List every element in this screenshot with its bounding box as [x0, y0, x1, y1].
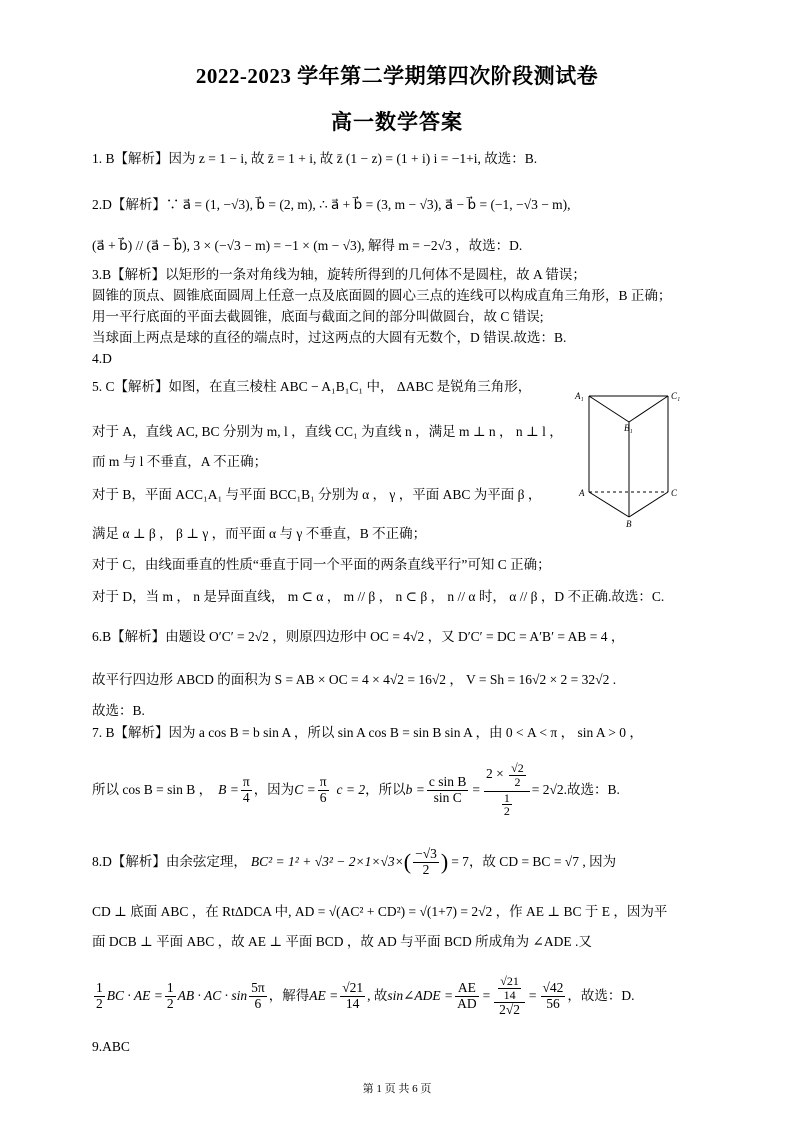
label-C1: C₁ [671, 391, 681, 401]
pi-over-6: $\frac{\pi}{6}$ [319, 774, 327, 805]
answer-3-c: 用一平行底面的平面去截圆锥，底面与截面之间的部分叫做圆台，故 C 错误; [92, 309, 544, 324]
answer-6-cont: 故平行四边形 ABCD 的面积为 S = AB × OC = 4 × 4√2 = 16√2 ， V = Sh = 16√2 × 2 = 32√2 . [92, 672, 617, 687]
eq7: = 7 [451, 854, 469, 869]
pi-over-4: $\frac{\pi}{4}$ [242, 774, 250, 805]
c-eq: C = [294, 782, 316, 797]
cosine-law: BC² = 1² + √3² − 2×1×√3× [250, 854, 404, 869]
answer-2-cont: (a⃗ + b⃗) // (a⃗ − b⃗), 3 × (−√3 − m) = −1 × (m − √3), 解得 m = −2√3 ，故选：D. [92, 238, 523, 253]
answer-8-c: 面 DCB ⊥ 平面 ABC ，故 AE ⊥ 平面 BCD ，故 AD 与平面 BCD 所成角为 ∠ADE .又 [92, 934, 592, 949]
answer-5-c: 对于 C，由线面垂直的性质“垂直于同一个平面的两条直线平行”可知 C 正确； [92, 557, 551, 572]
answer-9: 9.ABC [92, 1039, 130, 1054]
sqrt21-over-14: $\frac{√21}{14}$ [342, 980, 364, 1011]
label-A: A [579, 488, 585, 498]
page-footer: 第 1 页 共 6 页 [362, 1083, 432, 1095]
answer-6-end: 故选：B. [92, 703, 145, 718]
answer-7-formula: 所以 cos B = sin B ， B = $\frac{\pi}{4}$ ，因为 C = $\frac{\pi}{6}$ c = 2 ，所以 b = $\frac{\text{c sin B}}{\text{sin C}}$ = 2 × $\frac{√2}{2}$ $\frac{1}{2}$ = 2√2 .故选：B. [92, 761, 620, 819]
answer-5: 5. C【解析】如图，在直三棱柱 ABC − A₁B₁C₁ 中， ΔABC 是锐角三角形， [92, 379, 532, 394]
compound-fraction-2: $\frac{\frac{√21}{14}}{2√2}$ [494, 975, 525, 1016]
answer-1: 1. B【解析】因为 z = 1 − i, 故 z̄ = 1 + i, 故 z̄ (1 − z) = (1 + i) i = −1+i, 故选：B. [92, 151, 538, 166]
sin-ade: sin∠ADE = [387, 988, 454, 1003]
formula-text: .故选：B. [563, 782, 620, 797]
one-half: $\frac{1}{2}$ [96, 980, 103, 1011]
answer-5-a: 对于 A，直线 AC, BC 分别为 m, l ，直线 CC₁ 为直线 n ，满足 m ⊥ n ， n ⊥ l ， [92, 424, 563, 439]
neg-sqrt3-over-2: $\frac{-√3}{2}$ [415, 846, 437, 877]
formula-text: ，所以 [365, 782, 406, 797]
answer-3: 3.B【解析】以矩形的一条对角线为轴，旋转所得到的几何体不是圆柱，故 A 错误； [92, 267, 586, 282]
formula-text: ，因为 [253, 782, 295, 797]
prism-figure [572, 384, 692, 530]
csinb-over-sinc: $\frac{\text{c sin B}}{\text{sin C}}$ [428, 774, 467, 805]
compound-fraction: 2 × $\frac{√2}{2}$ $\frac{1}{2}$ [484, 762, 530, 817]
answer-8-b: CD ⊥ 底面 ABC ，在 RtΔDCA 中, AD = √(AC² + CD²) = √(1+7) = 2√2 ，作 AE ⊥ BC 于 E ，因为平 [92, 904, 668, 919]
one-half: $\frac{1}{2}$ [166, 980, 174, 1011]
formula-text: , 故 [367, 988, 388, 1003]
b-eq: B = [218, 782, 239, 797]
answer-8-formula: $\frac{1}{2}$ BC · AE = $\frac{1}{2}$ AB · AC · sin $\frac{5\pi}{6}$ ，解得 AE = $\frac{√21}{14}$ , 故 sin∠ADE = $\frac{AE}{AD}$ = $\frac{\frac{√21}{14}}{2√2}$ = $\frac{√42}{56}$ ，故选：D. [96, 974, 635, 1017]
answer-6: 6.B【解析】由题设 O′C′ = 2√2 ，则原四边形中 OC = 4√2 ，又 D′C′ = DC = A′B′ = AB = 4 ， [92, 629, 625, 644]
answer-8: 8.D【解析】由余弦定理， BC² = 1² + √3² − 2×1×√3× ( $\frac{-√3}{2}$ ) = 7 ，故 CD = BC = √7 , 因为 [92, 846, 617, 877]
answer-5-b2: 满足 α ⊥ β ， β ⊥ γ ，而平面 α 与 γ 不垂直，B 不正确； [92, 526, 427, 541]
ae-over-ad: $\frac{AE}{AD}$ [457, 980, 477, 1011]
formula-text: 所以 cos B = sin B ， [92, 782, 213, 797]
answer-4: 4.D [92, 351, 112, 366]
b-lhs: b = [405, 782, 425, 797]
label-B1: B₁ [624, 423, 633, 433]
answer-3-b: 圆锥的顶点、圆锥底面圆周上任意一点及底面圆的圆心三点的连线可以构成直角三角形，B 正确； [92, 288, 672, 303]
formula-text: 8.D【解析】由余弦定理， [92, 854, 247, 869]
page-title: 2022-2023 学年第二学期第四次阶段测试卷 [195, 64, 599, 88]
answer-5-d: 对于 D，当 m ， n 是异面直线， m ⊂ α ， m // β ， n ⊂ β ， n // α 时， α // β ，D 不正确.故选：C. [92, 589, 665, 604]
formula-text: ，解得 [268, 988, 310, 1003]
sqrt42-over-56: $\frac{√42}{56}$ [542, 980, 564, 1011]
answer-5-a2: 而 m 与 l 不垂直，A 不正确； [92, 454, 268, 469]
answer-5-b: 对于 B，平面 ACC₁A₁ 与平面 BCC₁B₁ 分别为 α ， γ ，平面 ABC 为平面 β ， [92, 487, 542, 502]
page-subtitle: 高一数学答案 [331, 110, 463, 134]
label-A1: A₁ [575, 391, 584, 401]
formula-text: ，故选：D. [567, 988, 635, 1003]
c-value: c = 2 [336, 782, 366, 797]
ab-ac: AB · AC · sin [177, 988, 248, 1003]
label-B: B [626, 519, 632, 529]
formula-text: ，故 CD = BC = √7 , 因为 [468, 854, 617, 869]
fivepi-over-6: $\frac{5\pi}{6}$ [251, 980, 265, 1011]
ae-eq: AE = [309, 988, 339, 1003]
result: = 2√2 [531, 782, 564, 797]
bc-ae: BC · AE = [106, 988, 163, 1003]
answer-7: 7. B【解析】因为 a cos B = b sin A ，所以 sin A cos B = sin B sin A ，由 0 < A < π ， sin A > 0 ， [92, 725, 643, 740]
answer-2: 2.D【解析】∵ a⃗ = (1, −√3), b⃗ = (2, m), ∴ a⃗ + b⃗ = (3, m − √3), a⃗ − b⃗ = (−1, −√3 − m), [92, 197, 571, 212]
label-C: C [671, 488, 678, 498]
answer-3-d: 当球面上两点是球的直径的端点时，过这两点的大圆有无数个，D 错误.故选：B. [92, 330, 567, 345]
